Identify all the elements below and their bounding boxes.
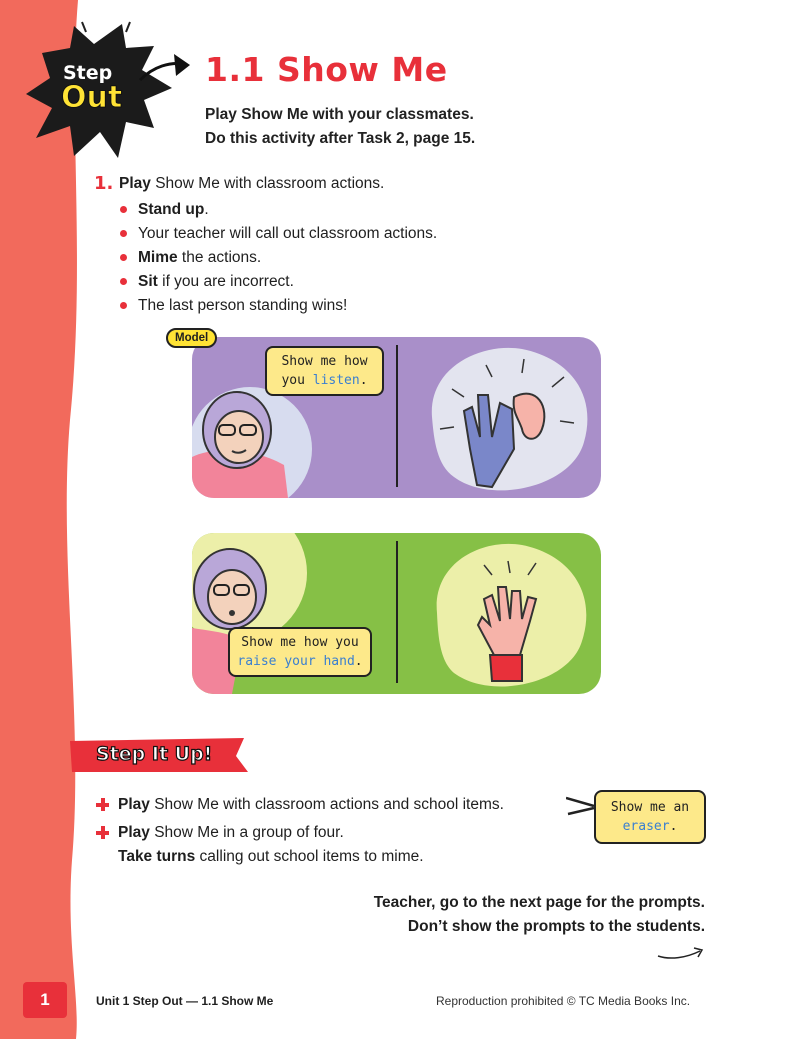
- plus-icon: [96, 826, 109, 839]
- intro-line-1: Play Show Me with your classmates.: [205, 106, 474, 123]
- section-title: 1.1 Show Me: [205, 50, 448, 89]
- model-tag: Model: [166, 328, 217, 348]
- speech-bubble-raise-hand: Show me how you raise your hand.: [228, 627, 372, 677]
- activity-lead: Play Show Me with classroom actions.: [119, 175, 385, 192]
- footer-copyright: Reproduction prohibited © TC Media Books Inc.: [436, 994, 691, 1008]
- activity-number: 1.: [94, 173, 114, 194]
- footer-unit: Unit 1 Step Out — 1.1 Show Me: [96, 994, 274, 1008]
- badge-word-out: Out: [61, 80, 123, 115]
- listen-illustration: [192, 337, 601, 498]
- bubble-tail-lines: [566, 794, 596, 818]
- comic-panel-listen: [192, 337, 601, 498]
- extension-list: [94, 793, 504, 869]
- page-number-box: [23, 982, 67, 1018]
- teacher-note-line-1: Teacher, go to the next page for the prompts.: [373, 894, 705, 911]
- bullet-item: Sit if you are incorrect.: [118, 270, 437, 294]
- speech-bubble-eraser: Show me an eraser.: [594, 790, 706, 844]
- teacher-note-line-2: Don’t show the prompts to the students.: [407, 918, 705, 935]
- badge-word-step: Step: [63, 62, 113, 84]
- step-it-up-banner: [70, 738, 213, 765]
- bullet-item: Stand up.: [118, 198, 437, 222]
- intro-line-2: Do this activity after Task 2, page 15.: [205, 130, 476, 147]
- list-item: Play Show Me with classroom actions and school items.: [94, 793, 504, 817]
- page-number: 1: [40, 990, 50, 1009]
- list-item: Take turns calling out school items to mime.: [118, 848, 424, 865]
- plus-icon: [96, 798, 109, 811]
- activity-bullets: [118, 198, 437, 318]
- bullet-item: Mime the actions.: [118, 246, 437, 270]
- list-item: Play Show Me in a group of four.: [94, 821, 504, 845]
- bullet-item: The last person standing wins!: [118, 294, 437, 318]
- bullet-item: Your teacher will call out classroom actions.: [118, 222, 437, 246]
- step-it-up-label: Step It Up!: [96, 743, 213, 765]
- next-page-arrow-icon: [656, 946, 706, 962]
- speech-bubble-listen: Show me how you listen.: [265, 346, 384, 396]
